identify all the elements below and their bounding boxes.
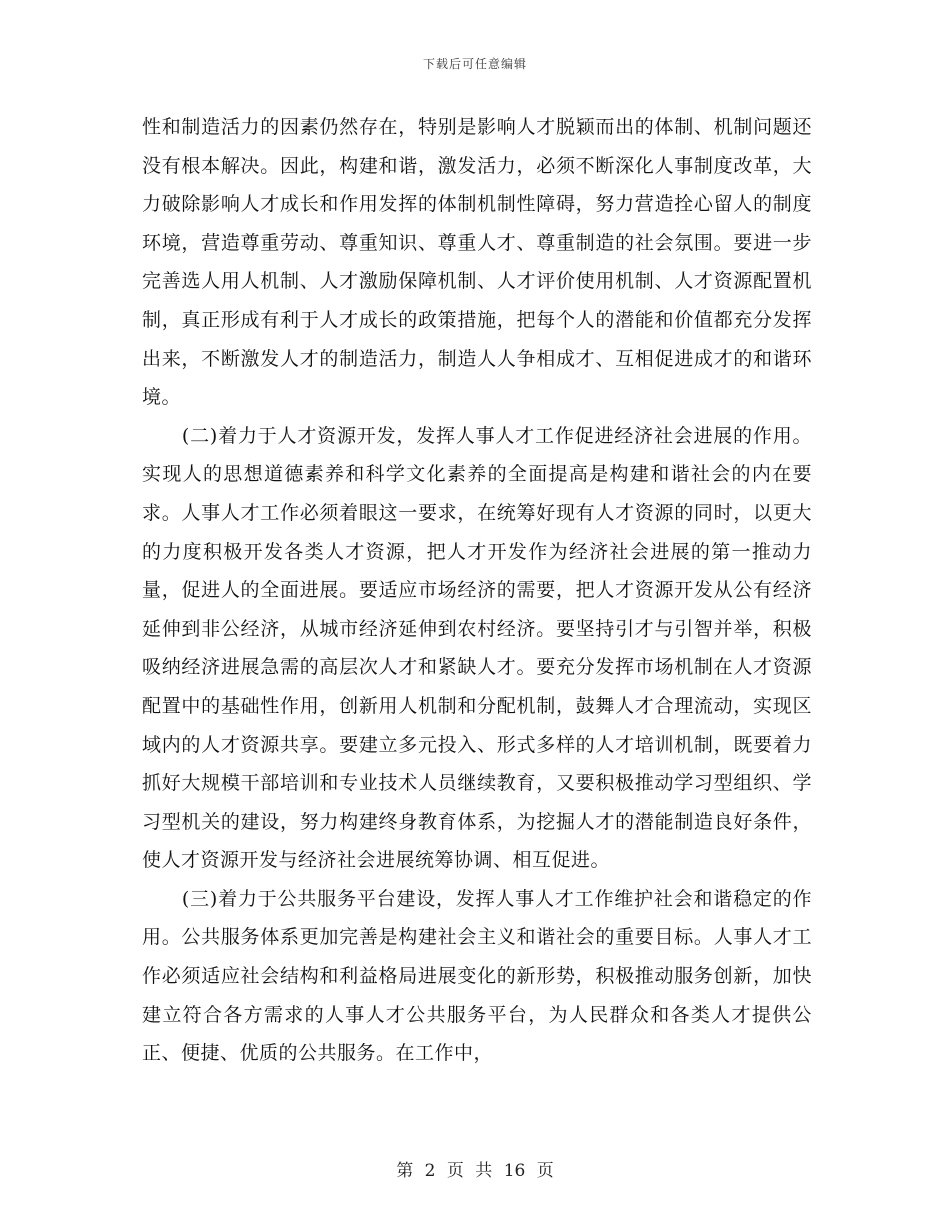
page-number-footer: 第 2 页 共 16 页 xyxy=(396,1161,554,1181)
paragraph-section-3: (三)着力于公共服务平台建设，发挥人事人才工作维护社会和谐稳定的作用。公共服务体系更加完善是构建社会主义和谐社会的重要目标。人事人才工作必须适应社会结构和利益格局进展变化的新形势，积极推动服务创新，加快建立符合各方需求的人事人才公共服务平台，为人民群众和各类人才提供公正、便捷、优质的公共服务。在工作中， xyxy=(142,887,812,1065)
paragraph-continuation: 性和制造活力的因素仍然存在，特别是影响人才脱颖而出的体制、机制问题还没有根本解决。因此，构建和谐，激发活力，必须不断深化人事制度改革，大力破除影响人才成长和作用发挥的体制机制性障碍，努力营造拴心留人的制度环境，营造尊重劳动、尊重知识、尊重人才、尊重制造的社会氛围。要进一步完善选人用人机制、人才激励保障机制、人才评价使用机制、人才资源配置机制，真正形成有利于人才成长的政策措施，把每个人的潜能和价值都充分发挥出来，不断激发人才的制造活力，制造人人争相成才、互相促进成才的和谐环境。 xyxy=(142,116,812,409)
paragraph-section-2: (二)着力于人才资源开发，发挥人事人才工作促进经济社会进展的作用。实现人的思想道德素养和科学文化素养的全面提高是构建和谐社会的内在要求。人事人才工作必须着眼这一要求，在统筹好现有人才资源的同时，以更大的力度积极开发各类人才资源，把人才开发作为经济社会进展的第一推动力量，促进人的全面进展。要适应市场经济的需要，把人才资源开发从公有经济延伸到非公经济，从城市经济延伸到农村经济。要坚持引才与引智并举，积极吸纳经济进展急需的高层次人才和紧缺人才。要充分发挥市场机制在人才资源配置中的基础性作用，创新用人机制和分配机制，鼓舞人才合理流动，实现区域内的人才资源共享。要建立多元投入、形式多样的人才培训机制，既要着力抓好大规模干部培训和专业技术人员继续教育，又要积极推动学习型组织、学习型机关的建设，努力构建终身教育体系，为挖掘人才的潜能制造良好条件，使人才资源开发与经济社会进展统筹协调、相互促进。 xyxy=(142,424,812,872)
document-body xyxy=(142,108,812,1073)
page-header: 下载后可任意编辑 xyxy=(422,57,527,71)
